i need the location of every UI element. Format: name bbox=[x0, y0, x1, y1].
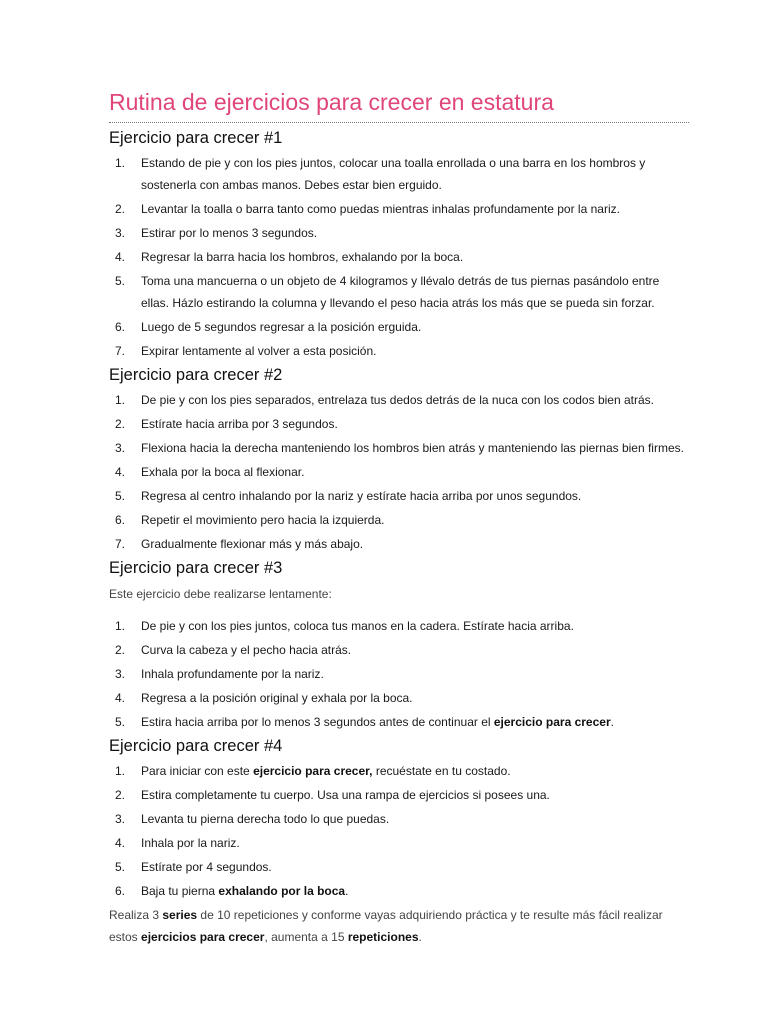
steps-list bbox=[109, 389, 689, 555]
list-item: 3. Levanta tu pierna derecha todo lo que puedas. bbox=[115, 812, 390, 826]
steps-list bbox=[109, 152, 689, 362]
list-item: 6. Baja tu pierna exhalando por la boca. bbox=[115, 884, 349, 898]
emphasis: exhalando por la boca bbox=[218, 884, 346, 898]
closing-paragraph: Realiza 3 series de 10 repeticiones y conforme vayas adquiriendo práctica y te resulte más fácil realizar estos ejercicios para crecer, aumenta a 15 repeticiones. bbox=[109, 908, 663, 944]
list-item: 5. Estírate por 4 segundos. bbox=[115, 860, 272, 874]
steps-list bbox=[109, 615, 689, 733]
list-item: 1. Estando de pie y con los pies juntos, colocar una toalla enrollada o una barra en los hombros y sostenerla con ambas manos. Debes estar bien erguido. bbox=[115, 156, 646, 192]
section-heading: Ejercicio para crecer #3 bbox=[109, 559, 283, 577]
document-page bbox=[109, 86, 689, 948]
list-item: 4. Regresa a la posición original y exhala por la boca. bbox=[115, 691, 413, 705]
list-item: 2. Levantar la toalla o barra tanto como puedas mientras inhalas profundamente por la nariz. bbox=[115, 202, 620, 216]
list-item: 1. Para iniciar con este ejercicio para crecer, recuéstate en tu costado. bbox=[115, 764, 511, 778]
list-item: 6. Repetir el movimiento pero hacia la izquierda. bbox=[115, 513, 385, 527]
emphasis: series bbox=[162, 908, 198, 922]
list-item: 1. De pie y con los pies separados, entrelaza tus dedos detrás de la nuca con los codos bien atrás. bbox=[115, 393, 654, 407]
section-2 bbox=[109, 364, 689, 555]
section-3 bbox=[109, 557, 689, 733]
emphasis: ejercicio para crecer, bbox=[253, 764, 373, 778]
list-item: 4. Exhala por la boca al flexionar. bbox=[115, 465, 305, 479]
list-item: 6. Luego de 5 segundos regresar a la posición erguida. bbox=[115, 320, 422, 334]
list-item: 2. Curva la cabeza y el pecho hacia atrás. bbox=[115, 643, 352, 657]
list-item: 5. Estira hacia arriba por lo menos 3 segundos antes de continuar el ejercicio para crecer. bbox=[115, 715, 614, 729]
section-intro: Este ejercicio debe realizarse lentamente: bbox=[109, 587, 332, 601]
emphasis: ejercicio para crecer bbox=[493, 715, 611, 729]
list-item: 7. Expirar lentamente al volver a esta posición. bbox=[115, 344, 377, 358]
emphasis: ejercicios para crecer bbox=[141, 930, 265, 944]
section-heading: Ejercicio para crecer #4 bbox=[109, 737, 283, 755]
list-item: 3. Estirar por lo menos 3 segundos. bbox=[115, 226, 318, 240]
list-item: 4. Inhala por la nariz. bbox=[115, 836, 240, 850]
section-heading: Ejercicio para crecer #2 bbox=[109, 366, 283, 384]
list-item: 2. Estira completamente tu cuerpo. Usa una rampa de ejercicios si posees una. bbox=[115, 788, 550, 802]
list-item: 5. Regresa al centro inhalando por la nariz y estírate hacia arriba por unos segundos. bbox=[115, 489, 582, 503]
steps-list bbox=[109, 760, 689, 902]
section-4 bbox=[109, 735, 689, 902]
list-item: 2. Estírate hacia arriba por 3 segundos. bbox=[115, 417, 338, 431]
section-1 bbox=[109, 127, 689, 362]
list-item: 1. De pie y con los pies juntos, coloca tus manos en la cadera. Estírate hacia arriba. bbox=[115, 619, 574, 633]
emphasis: repeticiones bbox=[347, 930, 419, 944]
list-item: 3. Flexiona hacia la derecha manteniendo los hombros bien atrás y manteniendo las piernas bien firmes. bbox=[115, 441, 684, 455]
page-title: Rutina de ejercicios para crecer en estatura bbox=[109, 86, 689, 123]
section-heading: Ejercicio para crecer #1 bbox=[109, 129, 283, 147]
list-item: 7. Gradualmente flexionar más y más abajo. bbox=[115, 537, 364, 551]
list-item: 5. Toma una mancuerna o un objeto de 4 kilogramos y llévalo detrás de tus piernas pasándolo entre ellas. Házlo estirando la columna y llevando el peso hacia atrás los más que se pueda sin forzar. bbox=[115, 274, 660, 310]
list-item: 4. Regresar la barra hacia los hombros, exhalando por la boca. bbox=[115, 250, 464, 264]
list-item: 3. Inhala profundamente por la nariz. bbox=[115, 667, 324, 681]
